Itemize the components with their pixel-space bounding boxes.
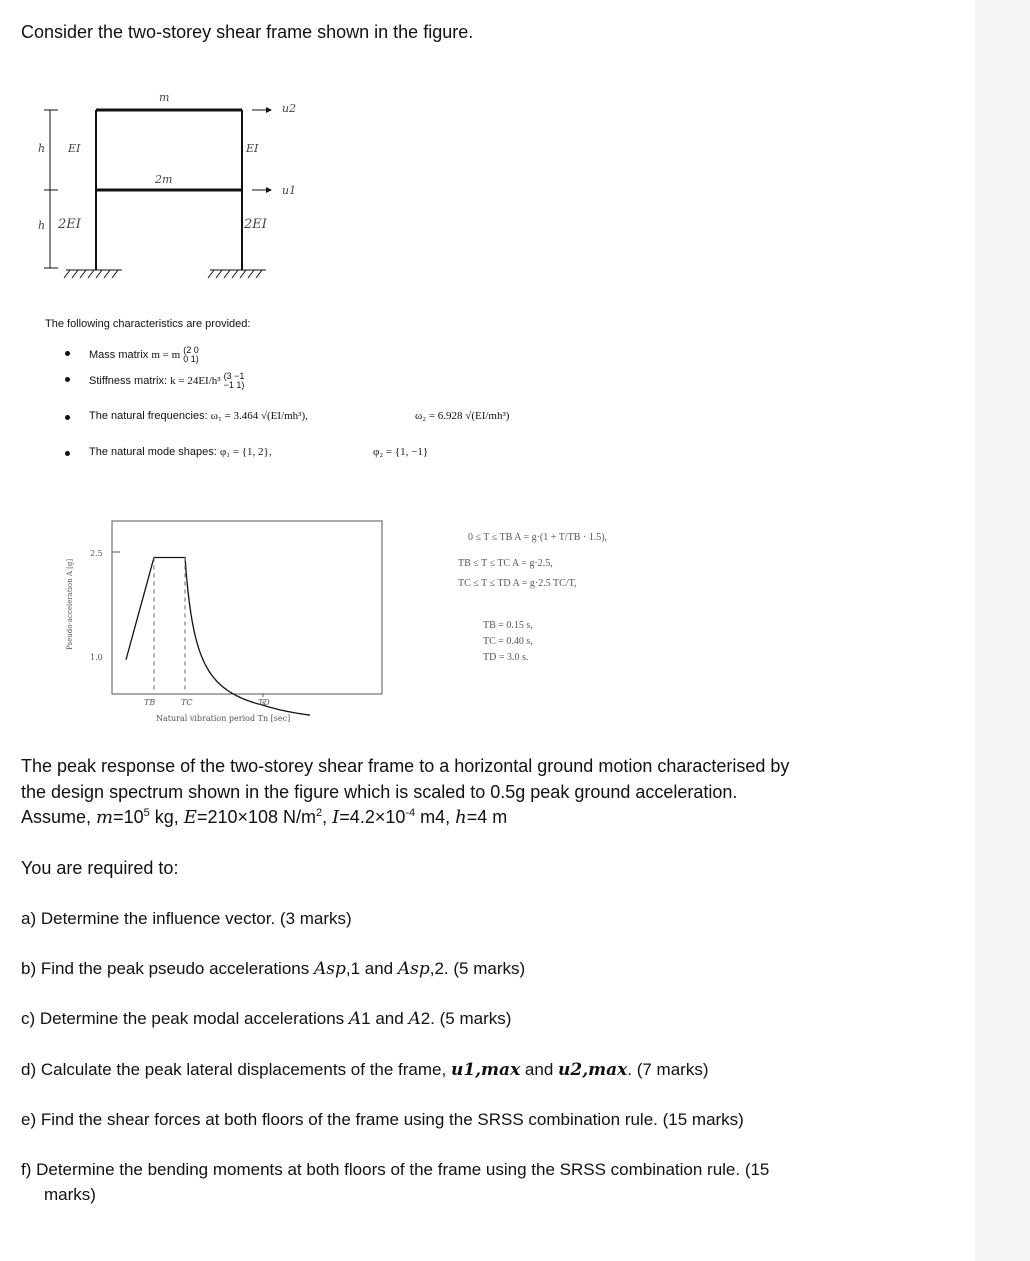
i-value: =4.2×10: [339, 807, 406, 827]
e-separator: ,: [322, 807, 333, 827]
stiffness-matrix-label: Stiffness matrix:: [89, 374, 168, 387]
problem-line-1: The peak response of the two-storey shear frame to a horizontal ground motion characterised by: [21, 756, 790, 776]
y-axis-label: Pseudo-acceleration A [g]: [66, 558, 74, 650]
stiffness-row-2: −1 1: [223, 380, 242, 390]
lower-left-stiffness: 2EI: [58, 217, 81, 232]
phi-1-value: φ₁ = {1, 2},: [219, 446, 272, 458]
task-b-pre: b) Find the peak pseudo accelerations: [21, 959, 314, 978]
task-c-sym1: A: [348, 1009, 362, 1029]
y-tick-low: 1.0: [90, 653, 103, 662]
mode-shapes-item: [89, 446, 272, 458]
e-exponent: 2: [316, 807, 323, 819]
natural-frequencies-item: [89, 410, 308, 422]
m-symbol: m: [96, 807, 114, 828]
spectrum-eq-3: TC ≤ T ≤ TD A = g·2.5 TC/T,: [458, 578, 577, 589]
stiffness-matrix-item: [89, 372, 244, 390]
x-tick-tb: TB: [144, 698, 156, 707]
y-tick-high: 2.5: [90, 549, 103, 558]
x-tick-tc: TC: [181, 698, 193, 707]
problem-line-3: [21, 807, 507, 828]
task-a: a) Determine the influence vector. (3 marks): [21, 909, 352, 928]
m-value: =10: [113, 807, 144, 827]
h-value: =4 m: [466, 807, 508, 827]
task-f-line-1: f) Determine the bending moments at both floors of the frame using the SRSS combination rule. (15: [21, 1160, 770, 1179]
chart-frame: [112, 521, 382, 694]
task-c-post: 2. (5 marks): [420, 1009, 512, 1028]
i-unit: m4,: [415, 807, 456, 827]
x-axis-label: Natural vibration period Tn [sec]: [156, 714, 291, 723]
mass-matrix-label: Mass matrix: [89, 348, 149, 361]
task-b-sym1: Asp: [313, 959, 346, 979]
omega-2-value: ω₂ = 6.928 √(EI/mh³): [415, 410, 510, 422]
h-label-lower: h: [38, 219, 46, 232]
spectrum-eq-2: TB ≤ T ≤ TC A = g·2.5,: [458, 558, 553, 569]
task-c-pre: c) Determine the peak modal accelerations: [21, 1009, 349, 1028]
page-margin: [975, 0, 1030, 1261]
task-c-mid: 1 and: [361, 1009, 409, 1028]
tc-value: TC = 0.40 s,: [483, 636, 533, 647]
task-c-sym2: A: [408, 1009, 421, 1029]
spectrum-eq-1: 0 ≤ T ≤ TB A = g·(1 + T/TB · 1.5),: [468, 532, 608, 543]
phi-2-value: φ₂ = {1, −1}: [373, 446, 429, 458]
tb-value: TB = 0.15 s,: [483, 620, 533, 631]
task-c: [21, 1009, 511, 1029]
mass-matrix-symbol: m = m: [151, 348, 181, 361]
stiffness-matrix-symbol: k = 24EI/h³: [170, 374, 221, 387]
task-d-pre: d) Calculate the peak lateral displacements of the frame,: [21, 1060, 451, 1079]
natural-frequencies-label: The natural frequencies:: [89, 410, 208, 422]
required-heading: You are required to:: [21, 858, 179, 878]
omega-1-value: ω₁ = 3.464 √(EI/mh³),: [210, 410, 308, 422]
task-b: [21, 959, 525, 979]
upper-left-stiffness: EI: [68, 142, 81, 155]
stiffness-row-1: 3 −1: [226, 371, 245, 381]
task-e: e) Find the shear forces at both floors of the frame using the SRSS combination rule. (15 marks): [21, 1110, 744, 1129]
characteristics-heading: The following characteristics are provided:: [45, 318, 251, 330]
problem-line-3-a: Assume,: [21, 807, 97, 827]
x-tick-td: TD: [258, 698, 270, 707]
e-value: =210×108 N/m: [196, 807, 317, 827]
task-b-sym2: Asp: [397, 959, 430, 979]
i-symbol: I: [332, 807, 340, 828]
m-exponent: 5: [143, 807, 150, 819]
stiffness-matrix-values: (3 −1 −1 1): [223, 371, 245, 390]
task-d-sym2: u2,max: [558, 1060, 628, 1080]
task-b-mid: ,1 and: [345, 959, 398, 978]
m-unit: kg,: [149, 807, 184, 827]
task-d-mid: and: [520, 1060, 559, 1079]
lower-right-stiffness: 2EI: [244, 217, 267, 232]
u2-label: u2: [282, 102, 297, 115]
top-mass-label: m: [159, 91, 170, 104]
e-symbol: E: [183, 807, 197, 828]
td-value: TD = 3.0 s.: [483, 652, 529, 663]
h-symbol: h: [455, 807, 467, 828]
task-f-line-2: marks): [44, 1185, 96, 1204]
task-b-post: ,2. (5 marks): [429, 959, 526, 978]
intro-text: Consider the two-storey shear frame shown in the figure.: [21, 22, 474, 42]
h-label-upper: h: [38, 142, 46, 155]
upper-right-stiffness: EI: [246, 142, 259, 155]
mode-shapes-label: The natural mode shapes:: [89, 446, 217, 458]
u1-label: u1: [282, 184, 297, 197]
i-exponent: -4: [405, 807, 416, 819]
mass-row-1: 2 0: [186, 345, 199, 355]
design-spectrum-chart: [60, 515, 390, 730]
mass-matrix-values: (2 0 0 1): [183, 345, 199, 364]
bottom-mass-label: 2m: [155, 173, 173, 186]
problem-line-2: the design spectrum shown in the figure which is scaled to 0.5g peak ground acceleration.: [21, 782, 738, 802]
mass-row-2: 0 1: [183, 354, 196, 364]
task-d: [21, 1060, 709, 1080]
task-d-sym1: u1,max: [450, 1060, 521, 1080]
mass-matrix-item: [89, 346, 199, 364]
task-d-post: . (7 marks): [627, 1060, 709, 1079]
